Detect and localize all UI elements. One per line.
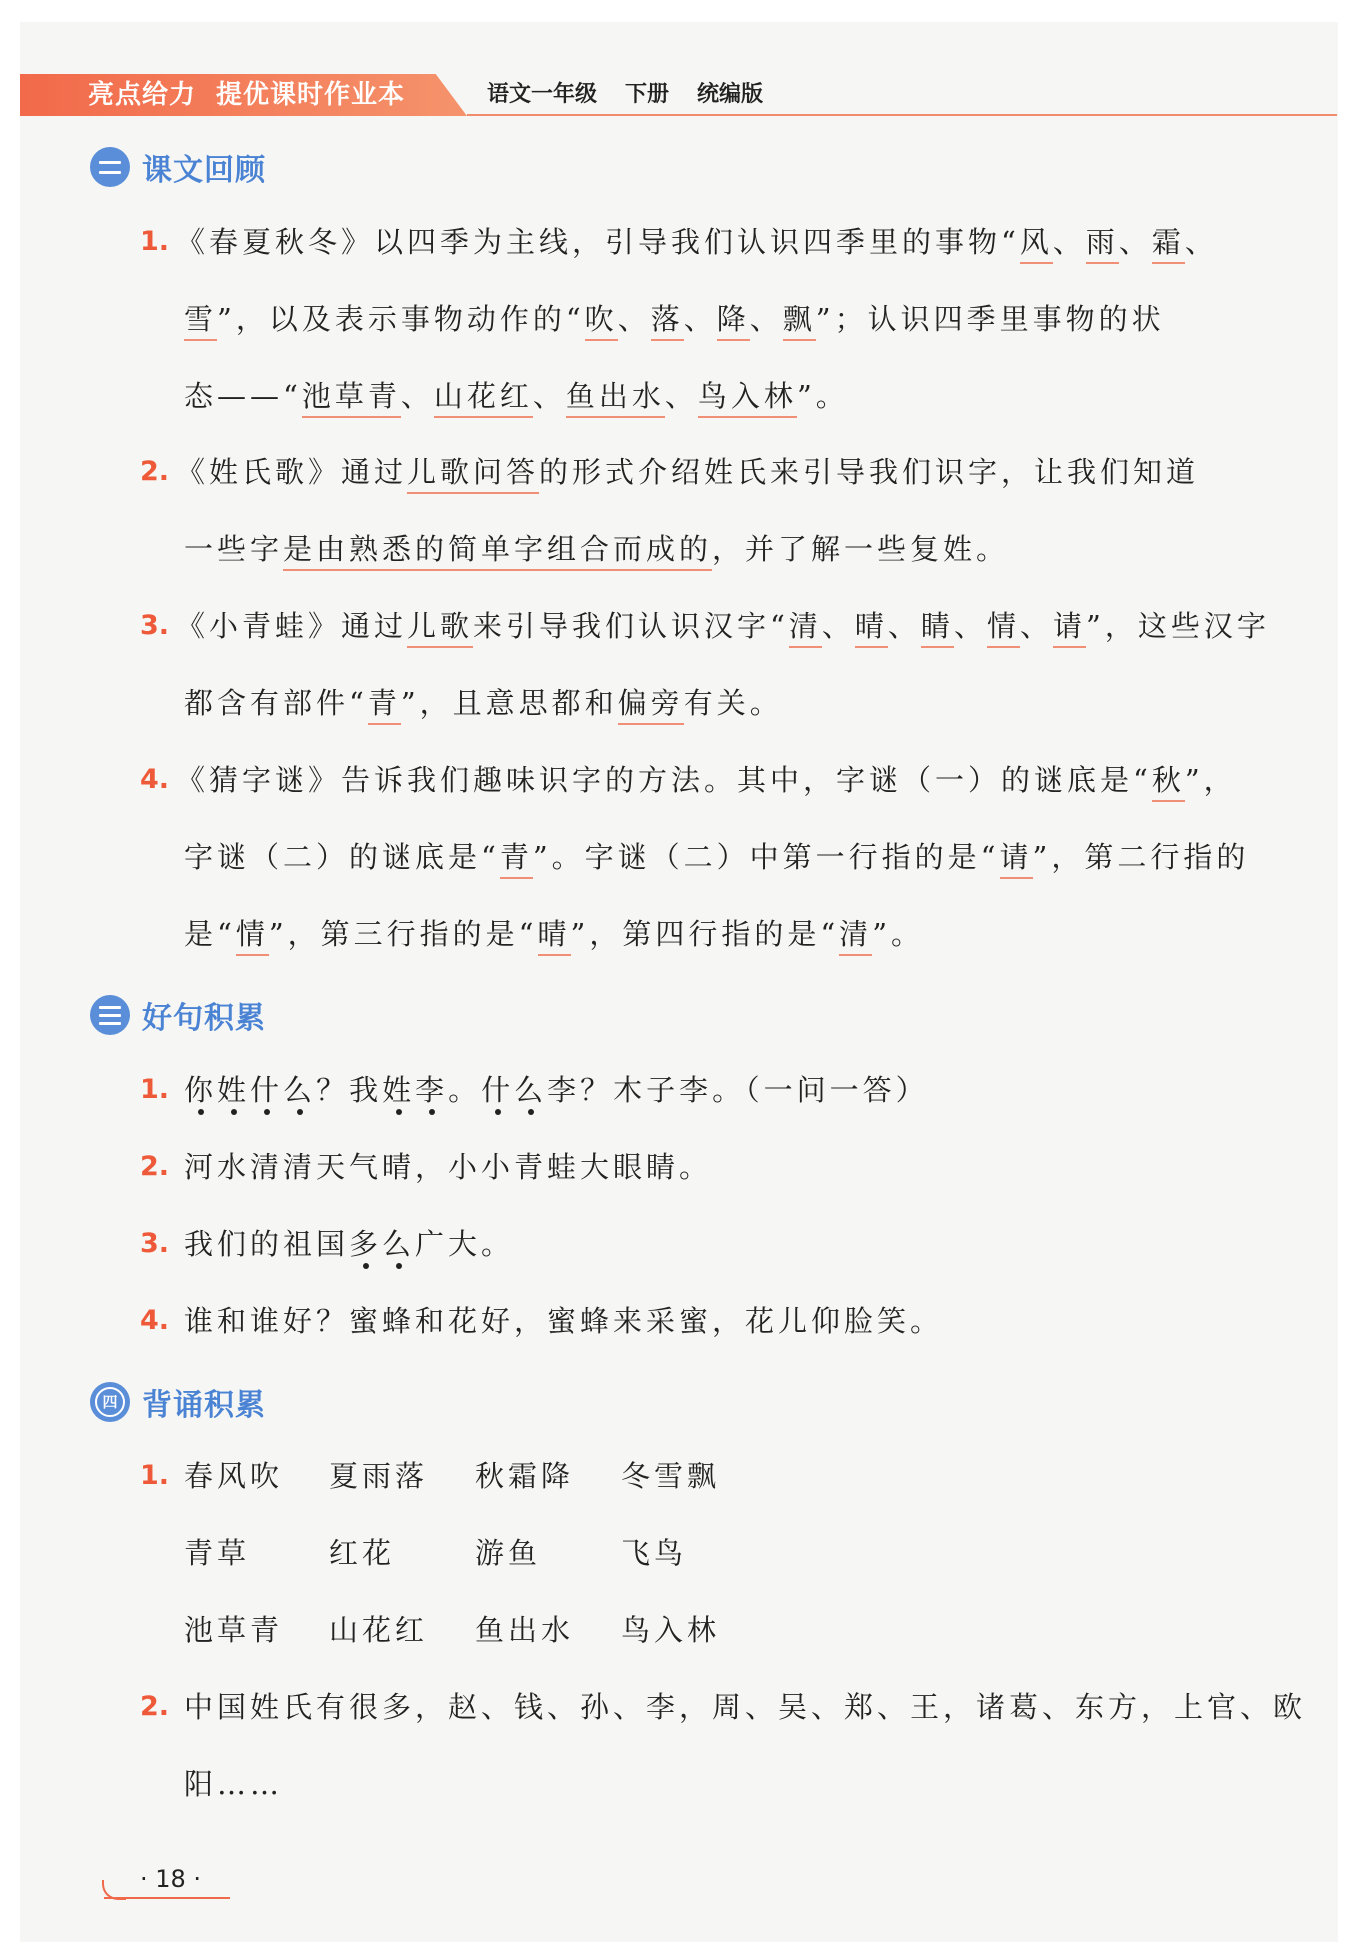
brand-left: 亮点给力 (88, 80, 197, 110)
review-item-4-line-3: 是“情”，第三行指的是“晴”，第四行指的是“清”。 (184, 914, 924, 954)
review-item-1-line-2: 雪”，以及表示事物动作的“吹、落、降、飘”；认识四季里事物的状 (184, 299, 1165, 339)
review-item-3-line-1: 《小青蛙》通过儿歌来引导我们认识汉字“清、晴、睛、情、请”，这些汉字 (176, 606, 1270, 646)
section-number-icon (90, 147, 130, 187)
section-number-icon: 四 (90, 1382, 130, 1422)
header-book-info (487, 78, 763, 112)
recite-paragraph-2-line-1: 中国姓氏有很多，赵、钱、孙、李，周、吴、郑、王，诸葛、东方，上官、欧 (184, 1690, 1307, 1724)
sentence-2: 河水清清天气晴，小小青蛙大眼睛。 (184, 1150, 713, 1184)
item-number: 1. (140, 226, 170, 257)
recite-row-3: 池草青 山花红 鱼出水 鸟入林 (184, 1613, 721, 1647)
review-item-2-line-2: 一些字是由熟悉的简单字组合而成的，并了解一些复姓。 (184, 529, 1009, 569)
header-rule (467, 114, 1337, 116)
sentence-4: 谁和谁好？蜜蜂和花好，蜜蜂来采蜜，花儿仰脸笑。 (184, 1304, 944, 1338)
section-title: 好句积累 (142, 1001, 266, 1036)
recite-paragraph-2-line-2: 阳…… (184, 1767, 284, 1801)
page-number: · 18 · (140, 1865, 202, 1893)
volume-label: 下册 (625, 82, 670, 107)
item-number: 2. (140, 456, 170, 487)
brand-right: 提优课时作业本 (216, 80, 406, 110)
recite-row-2: 青草 红花 游鱼 飞鸟 (184, 1536, 688, 1570)
review-item-1-line-3: 态——“池草青、山花红、鱼出水、鸟入林”。 (184, 376, 849, 416)
edition-label: 统编版 (697, 82, 764, 107)
section-header-review (90, 145, 266, 189)
review-item-4-line-2: 字谜（二）的谜底是“青”。字谜（二）中第一行指的是“请”，第二行指的 (184, 837, 1249, 877)
item-number: 2. (140, 1691, 170, 1722)
item-number: 3. (140, 610, 170, 641)
section-number-icon (90, 995, 130, 1035)
page-number-rule (104, 1897, 230, 1899)
sentence-1: 你姓什么？我姓李。什么李？木子李。（一问一答） (184, 1073, 929, 1107)
section-title: 背诵积累 (142, 1388, 266, 1423)
section-header-sentences (90, 993, 266, 1037)
section-header-recite (90, 1380, 266, 1424)
item-number: 3. (140, 1228, 170, 1259)
review-item-3-line-2: 都含有部件“青”，且意思都和偏旁有关。 (184, 683, 783, 723)
item-number: 2. (140, 1151, 170, 1182)
item-number: 1. (140, 1460, 170, 1491)
item-number: 4. (140, 764, 170, 795)
review-item-2-line-1: 《姓氏歌》通过儿歌问答的形式介绍姓氏来引导我们识字，让我们知道 (176, 452, 1199, 492)
item-number: 4. (140, 1305, 170, 1336)
header-brand (88, 77, 405, 113)
review-item-1-line-1: 《春夏秋冬》以四季为主线，引导我们认识四季里的事物“风、雨、霜、 (176, 222, 1218, 262)
review-item-4-line-1: 《猜字谜》告诉我们趣味识字的方法。其中，字谜（一）的谜底是“秋”， (176, 760, 1237, 800)
section-title: 课文回顾 (142, 153, 266, 188)
subject-label: 语文一年级 (487, 82, 598, 107)
sentence-3: 我们的祖国多么广大。 (184, 1227, 515, 1261)
item-number: 1. (140, 1074, 170, 1105)
recite-row-1: 春风吹 夏雨落 秋霜降 冬雪飘 (184, 1459, 721, 1493)
